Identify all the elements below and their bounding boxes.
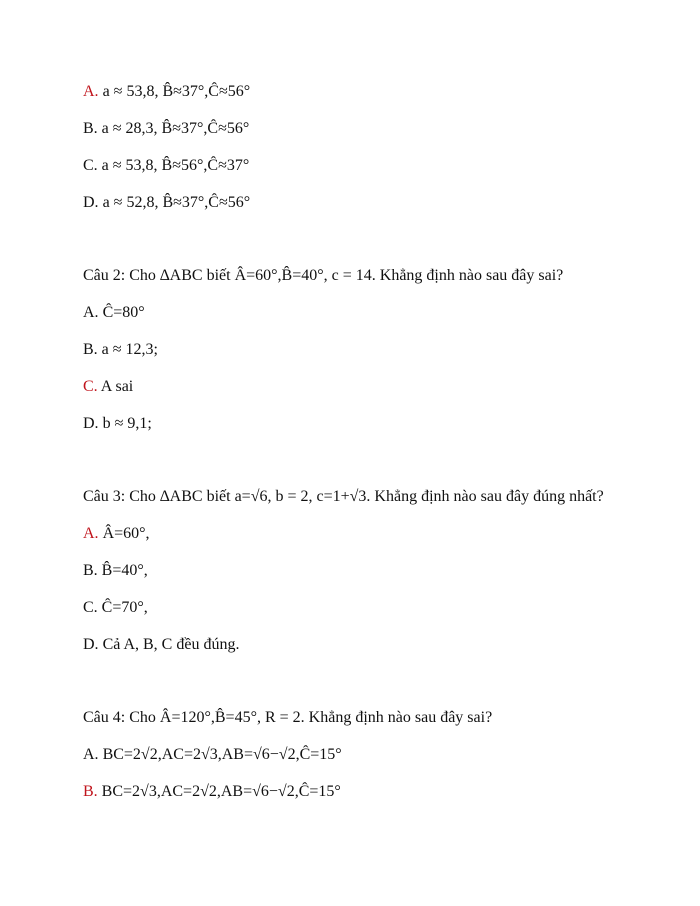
question-2 [83,266,563,286]
question-text: Câu 3: Cho ∆ABC biết a=√6, b = 2, c=1+√3. Khẳng định nào sau đây đúng nhất? [83,488,604,505]
q1-option-d [83,193,250,213]
option-text: a ≈ 12,3; [97,341,158,358]
q1-option-c [83,156,249,176]
q1-option-a [83,82,250,102]
option-letter: A. [83,304,99,321]
option-letter: A. [83,525,99,542]
option-letter: A. [83,746,99,763]
q2-option-a [83,303,145,323]
option-text: a ≈ 53,8, B̂≈56°,Ĉ≈37° [97,157,250,174]
option-letter: B. [83,783,98,800]
option-letter: A. [83,83,99,100]
option-text: Ĉ=80° [98,304,145,321]
option-letter: B. [83,341,98,358]
option-text: Cả A, B, C đều đúng. [98,636,240,653]
option-text: BC=2√3,AC=2√2,AB=√6−√2,Ĉ=15° [97,783,341,800]
option-letter: C. [83,599,98,616]
q4-option-b [83,782,341,802]
option-letter: B. [83,120,98,137]
option-text: b ≈ 9,1; [98,415,152,432]
option-letter: C. [83,157,98,174]
option-text: Ĉ=70°, [97,599,148,616]
q3-option-d [83,635,239,655]
q4-option-a [83,745,342,765]
option-text: a ≈ 28,3, B̂≈37°,Ĉ≈56° [97,120,250,137]
q1-option-b [83,119,249,139]
question-3 [83,487,604,507]
q3-option-c [83,598,148,618]
question-4 [83,708,492,728]
question-text: Câu 2: Cho ∆ABC biết Â=60°,B̂=40°, c = 14. Khẳng định nào sau đây sai? [83,267,564,284]
option-letter: B. [83,562,98,579]
q2-option-b [83,340,158,360]
q3-option-a [83,524,150,544]
option-text: B̂=40°, [97,562,148,579]
option-letter: D. [83,194,99,211]
option-text: A sai [97,378,134,395]
option-text: a ≈ 52,8, B̂≈37°,Ĉ≈56° [98,194,251,211]
q2-option-c [83,377,133,397]
question-text: Câu 4: Cho Â=120°,B̂=45°, R = 2. Khẳng định nào sau đây sai? [83,709,493,726]
option-letter: D. [83,636,99,653]
option-letter: C. [83,378,98,395]
option-text: Â=60°, [98,525,150,542]
q3-option-b [83,561,148,581]
option-letter: D. [83,415,99,432]
q2-option-d [83,414,152,434]
option-text: a ≈ 53,8, B̂≈37°,Ĉ≈56° [98,83,251,100]
option-text: BC=2√2,AC=2√3,AB=√6−√2,Ĉ=15° [98,746,342,763]
